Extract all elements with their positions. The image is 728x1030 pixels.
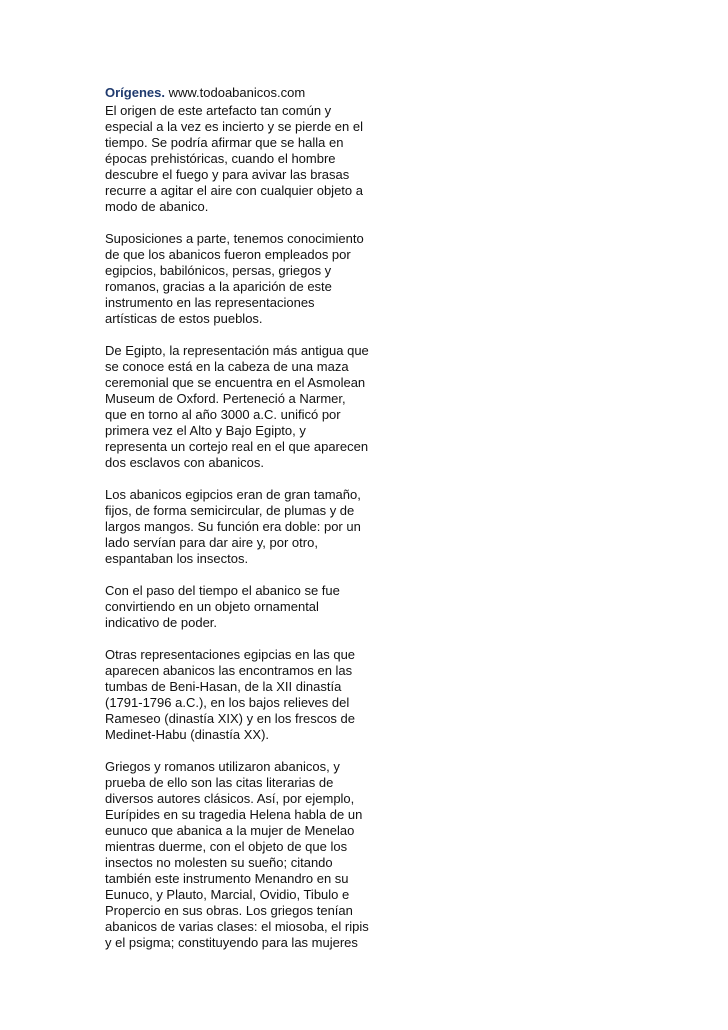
paragraph-egypt: De Egipto, la representación más antigua que se conoce está en la cabeza de una maza ceremonial que se encuentra en el Asmolean Museum de Oxford. Perteneció a Narmer, que en torno al año 3000 a.C. unificó por primera vez el Alto y Bajo Egipto, y representa un cortejo real en el que aparecen dos esclavos con abanicos. — [105, 343, 369, 470]
paragraph-suppositions: Suposiciones a parte, tenemos conocimiento de que los abanicos fueron empleados por egipcios, babilónicos, persas, griegos y romanos, gracias a la aparición de este instrumento en las representaciones artísticas de estos pueblos. — [105, 231, 364, 326]
paragraph-origin: El origen de este artefacto tan común y especial a la vez es incierto y se pierde en el tiempo. Se podría afirmar que se halla en épocas prehistóricas, cuando el hombre descubre el fuego y para avivar las brasas recurre a agitar el aire con cualquier objeto a modo de abanico. — [105, 103, 363, 214]
paragraph-greeks-romans: Griegos y romanos utilizaron abanicos, y prueba de ello son las citas literarias de diversos autores clásicos. Así, por ejemplo, Eurípides en su tragedia Helena habla de un eunuco que abanica a la mujer de Menelao mientras duerme, con el objeto de que los insectos no molesten su sueño; citando también este instrumento Menandro en su Eunuco, y Plauto, Marcial, Ovidio, Tibulo e Propercio en sus obras. Los griegos tenían abanicos de varias clases: el miosoba, el ripis y el psigma; constituyendo para las mujeres — [105, 759, 369, 950]
paragraph-other-representations: Otras representaciones egipcias en las que aparecen abanicos las encontramos en las tumbas de Beni-Hasan, de la XII dinastía (1791-1796 a.C.), en los bajos relieves del Rameseo (dinastía XIX) y en los frescos de Medinet-Habu (dinastía XX). — [105, 647, 356, 742]
paragraph-egyptian-fans: Los abanicos egipcios eran de gran tamaño, fijos, de forma semicircular, de plumas y de largos mangos. Su función era doble: por un lado servían para dar aire y, por otro, espantaban los insectos. — [105, 487, 361, 566]
heading-line — [105, 85, 390, 101]
document-page — [105, 85, 390, 951]
section-title: Orígenes. — [105, 85, 165, 100]
source-url: www.todoabanicos.com — [164, 85, 306, 100]
paragraph-power: Con el paso del tiempo el abanico se fue convirtiendo en un objeto ornamental indicativo de poder. — [105, 583, 340, 630]
